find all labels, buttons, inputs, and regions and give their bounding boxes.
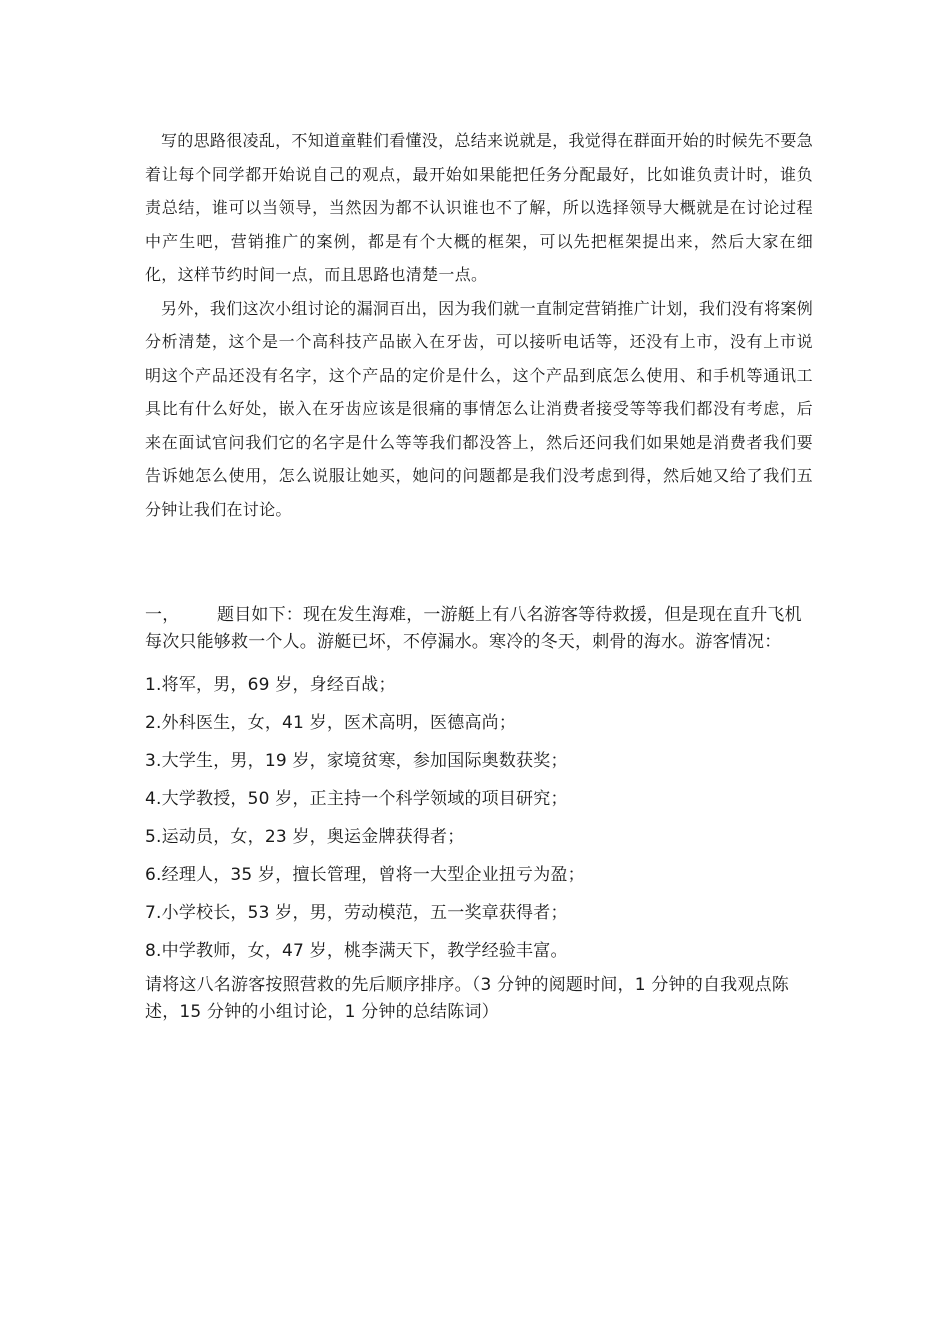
paragraph-summary: 写的思路很凌乱，不知道童鞋们看懂没，总结来说就是，我觉得在群面开始的时候先不要急着让每个同学都开始说自己的观点，最开始如果能把任务分配最好，比如谁负责计时，谁负责总结，谁可以当领导，当然因为都不认识谁也不了解，所以选择领导大概就是在讨论过程中产生吧，营销推广的案例，都是有个大概的框架，可以先把框架提出来，然后大家在细化，这样节约时间一点，而且思路也清楚一点。	[145, 131, 814, 284]
task-intro	[145, 602, 813, 656]
section-spacer	[145, 526, 813, 602]
list-item: 8.中学教师，女，47 岁，桃李满天下，教学经验丰富。	[145, 941, 568, 961]
list-item: 4.大学教授，50 岁，正主持一个科学领域的项目研究；	[145, 789, 568, 809]
list-item: 5.运动员，女，23 岁，奥运金牌获得者；	[145, 827, 465, 847]
task-instruction: 请将这八名游客按照营救的先后顺序排序。（3 分钟的阅题时间，1 分钟的自我观点陈述，15 分钟的小组讨论，1 分钟的总结陈词）	[145, 975, 789, 1022]
list-item: 7.小学校长，53 岁，男，劳动模范，五一奖章获得者；	[145, 903, 568, 923]
task-number: 一，	[145, 605, 180, 625]
passenger-list	[145, 666, 813, 970]
task-section	[145, 602, 813, 1026]
paragraph-reflection: 另外，我们这次小组讨论的漏洞百出，因为我们就一直制定营销推广计划，我们没有将案例分析清楚，这个是一个高科技产品嵌入在牙齿，可以接听电话等，还没有上市，没有上市说明这个产品还没有名字，这个产品的定价是什么，这个产品到底怎么使用、和手机等通讯工具比有什么好处，嵌入在牙齿应该是很痛的事情怎么让消费者接受等等我们都没有考虑，后来在面试官问我们它的名字是什么等等我们都没答上，然后还问我们如果她是消费者我们要告诉她怎么使用，怎么说服让她买，她问的问题都是我们没考虑到得，然后她又给了我们五分钟让我们在讨论。	[145, 298, 814, 519]
list-item: 6.经理人，35 岁，擅长管理，曾将一大型企业扭亏为盈；	[145, 865, 585, 885]
list-item: 1.将军，男，69 岁，身经百战；	[145, 675, 396, 695]
list-item: 2.外科医生，女，41 岁，医术高明，医德高尚；	[145, 713, 517, 733]
list-item: 3.大学生，男，19 岁，家境贫寒，参加国际奥数获奖；	[145, 751, 568, 771]
document-body	[145, 124, 813, 1026]
task-intro-text: 题目如下：现在发生海难，一游艇上有八名游客等待救援，但是现在直升飞机每次只能够救一个人。游艇已坏，不停漏水。寒冷的冬天，刺骨的海水。游客情况：	[145, 605, 802, 652]
